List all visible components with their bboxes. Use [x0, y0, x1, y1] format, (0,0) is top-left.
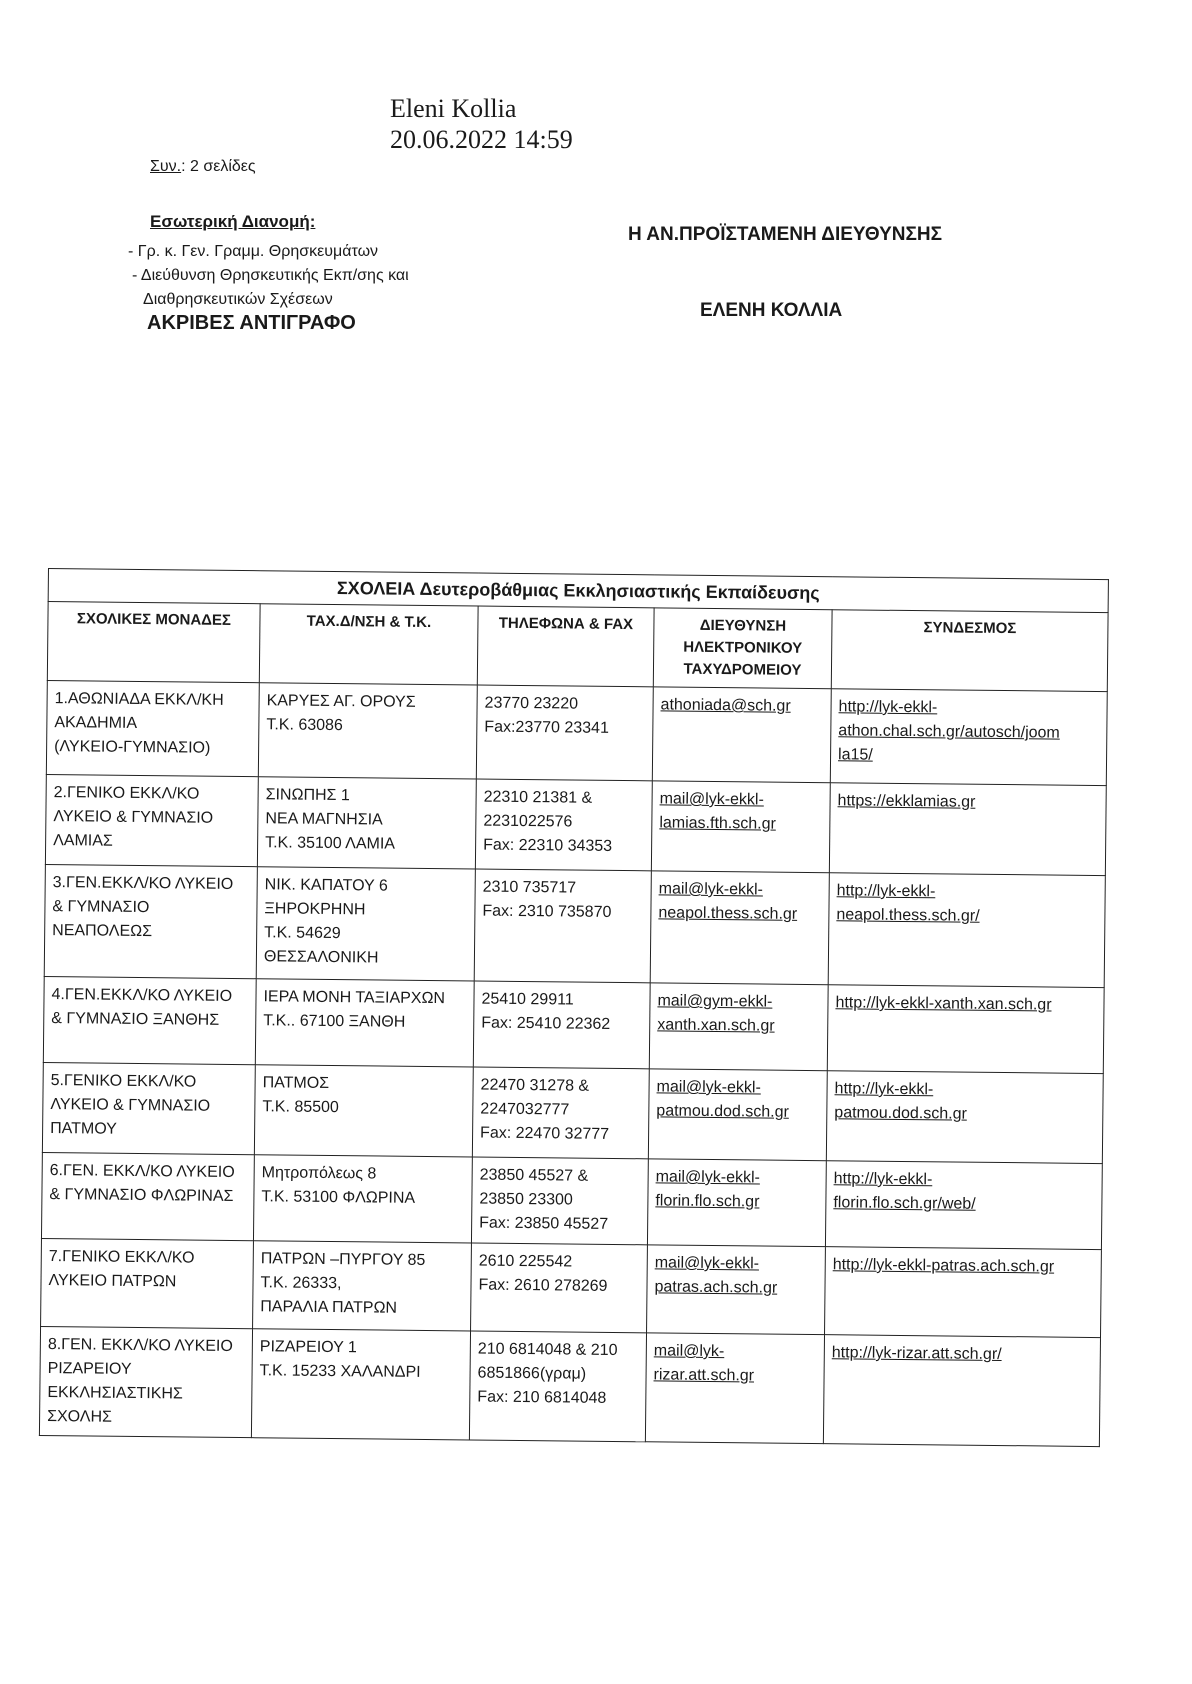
phone-line: 23770 23220 — [484, 694, 579, 713]
link-line[interactable]: florin.flo.sch.gr/web/ — [833, 1194, 976, 1213]
school-cell — [41, 1152, 254, 1240]
email-line[interactable]: mail@gym-ekkl- — [657, 992, 773, 1011]
table-header-row — [47, 602, 1108, 692]
email-line[interactable]: xanth.xan.sch.gr — [657, 1016, 775, 1035]
phones-cell — [475, 779, 652, 871]
address-line: ΝΙΚ. ΚΑΠΑΤΟΥ 6 — [264, 876, 388, 895]
link-line[interactable]: https://ekklamias.gr — [837, 792, 976, 811]
email-line[interactable]: florin.flo.sch.gr — [655, 1192, 760, 1211]
address-line: Τ.Κ. 63086 — [266, 716, 343, 735]
address-cell — [253, 1155, 472, 1243]
link-line[interactable]: http://lyk-ekkl- — [833, 1170, 933, 1189]
school-line: 8.ΓΕΝ. ΕΚΚΛ/ΚΟ ΛΥΚΕΙΟ — [47, 1336, 233, 1355]
email-cell[interactable] — [647, 1159, 826, 1247]
school-line: ΑΚΑΔΗΜΙΑ — [54, 714, 138, 732]
email-cell[interactable] — [651, 781, 830, 873]
table-row — [44, 864, 1105, 987]
signatory-name: ΕΛΕΝΗ ΚΟΛΛΙΑ — [700, 300, 843, 321]
school-cell — [42, 1062, 255, 1154]
email-line[interactable]: mail@lyk-ekkl- — [659, 790, 764, 809]
address-line: Τ.Κ. 54629 — [264, 924, 341, 943]
school-line: & ΓΥΜΝΑΣΙΟ ΦΛΩΡΙΝΑΣ — [49, 1186, 234, 1205]
column-header: ΣΧΟΛΙΚΕΣ ΜΟΝΑΔΕΣ — [47, 602, 260, 683]
email-cell[interactable] — [645, 1333, 824, 1444]
phone-line: 2231022576 — [483, 812, 573, 831]
link-line[interactable]: http://lyk-rizar.att.sch.gr/ — [831, 1344, 1002, 1364]
distribution-title: Εσωτερική Διανομή: — [150, 212, 316, 231]
school-cell — [46, 680, 259, 776]
email-line[interactable]: mail@lyk-ekkl- — [654, 1254, 760, 1273]
table-row — [43, 976, 1104, 1073]
attachments-note — [150, 158, 256, 176]
signature-name: Eleni Kollia — [390, 94, 517, 123]
school-line: 3.ΓΕΝ.ΕΚΚΛ/ΚΟ ΛΥΚΕΙΟ — [52, 874, 234, 893]
link-cell[interactable] — [830, 689, 1107, 786]
schools-table — [39, 568, 1109, 1447]
address-line: ΙΕΡΑ ΜΟΝΗ ΤΑΞΙΑΡΧΩΝ — [263, 988, 446, 1008]
link-cell[interactable] — [829, 783, 1106, 876]
link-line[interactable]: la15/ — [837, 746, 873, 764]
address-line: ΠΑΡΑΛΙΑ ΠΑΤΡΩΝ — [260, 1298, 398, 1317]
phone-line: Fax: 23850 45527 — [479, 1214, 609, 1233]
address-cell — [256, 867, 475, 981]
email-line[interactable]: mail@lyk-ekkl- — [658, 880, 764, 899]
link-line[interactable]: neapol.thess.sch.gr/ — [836, 906, 980, 925]
phones-cell — [471, 1157, 648, 1245]
address-cell — [251, 1329, 470, 1440]
distribution-line: Διαθρησκευτικών Σχέσεων — [143, 291, 333, 308]
phones-cell — [476, 685, 653, 781]
address-line: Τ.Κ. 35100 ΛΑΜΙΑ — [265, 834, 396, 853]
address-cell — [253, 1241, 472, 1331]
email-line[interactable]: neapol.thess.sch.gr — [658, 904, 798, 923]
phones-cell — [469, 1331, 646, 1442]
link-cell[interactable] — [825, 1161, 1102, 1250]
email-line[interactable]: athoniada@sch.gr — [660, 696, 791, 715]
phone-line: 6851866(γραμ) — [477, 1364, 587, 1383]
table-row — [41, 1238, 1102, 1337]
link-cell[interactable] — [827, 985, 1104, 1074]
phone-line: 23850 23300 — [479, 1190, 573, 1209]
table-caption: ΣΧΟΛΕΙΑ Δευτεροβάθμιας Εκκλησιαστικής Εκπαίδευσης — [48, 569, 1108, 613]
email-cell[interactable] — [647, 1245, 826, 1335]
phone-line: Fax: 22470 32777 — [480, 1124, 610, 1143]
phone-line: Fax: 210 6814048 — [477, 1388, 607, 1407]
email-line[interactable]: rizar.att.sch.gr — [653, 1366, 755, 1385]
school-line: 6.ΓΕΝ. ΕΚΚΛ/ΚΟ ΛΥΚΕΙΟ — [49, 1162, 235, 1181]
link-line[interactable]: http://lyk-ekkl-xanth.xan.sch.gr — [835, 994, 1052, 1014]
school-line: ΛΥΚΕΙΟ & ΓΥΜΝΑΣΙΟ — [53, 808, 214, 827]
school-line: & ΓΥΜΝΑΣΙΟ ΞΑΝΘΗΣ — [51, 1010, 220, 1029]
email-line[interactable]: lamias.fth.sch.gr — [659, 814, 776, 833]
link-line[interactable]: patmou.dod.sch.gr — [834, 1104, 967, 1123]
signatory-role: Η ΑΝ.ΠΡΟΪΣΤΑΜΕΝΗ ΔΙΕΥΘΥΝΣΗΣ — [628, 224, 943, 245]
link-line[interactable]: athon.chal.sch.gr/autosch/joom — [838, 722, 1060, 742]
phones-cell — [474, 869, 651, 983]
email-line[interactable]: mail@lyk-ekkl- — [656, 1078, 761, 1097]
school-line: ΛΑΜΙΑΣ — [53, 832, 113, 850]
school-cell — [41, 1238, 254, 1328]
link-line[interactable]: http://lyk-ekkl- — [838, 698, 938, 717]
address-line: ΝΕΑ ΜΑΓΝΗΣΙΑ — [265, 810, 383, 829]
school-line: 1.ΑΘΩΝΙΑΔΑ ΕΚΚΛ/ΚΗ — [54, 690, 224, 709]
address-line: ΘΕΣΣΑΛΟΝΙΚΗ — [263, 948, 379, 967]
school-line: (ΛΥΚΕΙΟ-ΓΥΜΝΑΣΙΟ) — [54, 738, 211, 757]
table-row — [46, 680, 1107, 785]
table-row — [42, 1062, 1103, 1163]
address-line: ΣΙΝΩΠΗΣ 1 — [265, 786, 350, 805]
phone-line: Fax: 2610 278269 — [478, 1276, 608, 1295]
column-header: ΤΑΧ.Δ/ΝΣΗ & Τ.Κ. — [259, 604, 478, 685]
phone-line: 2310 735717 — [482, 878, 577, 897]
school-line: ΝΕΑΠΟΛΕΩΣ — [52, 922, 153, 941]
distribution-line: - Διεύθυνση Θρησκευτικής Εκπ/σης και — [132, 267, 409, 284]
table-row — [41, 1152, 1102, 1249]
address-line: Τ.Κ. 85500 — [262, 1098, 339, 1117]
address-line: ΠΑΤΡΩΝ –ΠΥΡΓΟΥ 85 — [260, 1250, 426, 1269]
address-line: ΠΑΤΜΟΣ — [262, 1074, 330, 1092]
address-line: Τ.Κ. 26333, — [260, 1274, 342, 1293]
address-line: Τ.Κ.. 67100 ΞΑΝΘΗ — [263, 1012, 406, 1031]
school-line: ΛΥΚΕΙΟ & ΓΥΜΝΑΣΙΟ — [50, 1096, 211, 1115]
column-header: ΔΙΕΥΘΥΝΣΗ ΗΛΕΚΤΡΟΝΙΚΟΥ ΤΑΧΥΔΡΟΜΕΙΟΥ — [653, 608, 832, 689]
email-cell[interactable] — [648, 1069, 827, 1161]
phone-line: 2610 225542 — [478, 1252, 573, 1271]
link-line[interactable]: http://lyk-ekkl- — [834, 1080, 934, 1099]
table-row — [39, 1326, 1100, 1446]
phone-line: 23850 45527 & — [479, 1166, 589, 1185]
email-cell[interactable] — [652, 687, 831, 783]
school-line: 4.ΓΕΝ.ΕΚΚΛ/ΚΟ ΛΥΚΕΙΟ — [51, 986, 233, 1005]
phones-cell — [471, 1243, 648, 1333]
link-cell[interactable] — [828, 873, 1105, 988]
phone-line: 25410 29911 — [481, 990, 574, 1009]
school-cell — [43, 976, 256, 1064]
school-line: 7.ΓΕΝΙΚΟ ΕΚΚΛ/ΚΟ — [48, 1248, 195, 1267]
email-line[interactable]: patras.ach.sch.gr — [654, 1278, 778, 1297]
column-header: ΤΗΛΕΦΩΝΑ & FAX — [477, 606, 654, 687]
phone-line: 22310 21381 & — [483, 788, 593, 807]
school-line: 2.ΓΕΝΙΚΟ ΕΚΚΛ/ΚΟ — [53, 784, 200, 803]
school-line: ΡΙΖΑΡΕΙΟΥ — [47, 1360, 132, 1378]
address-line: Τ.Κ. 53100 ΦΛΩΡΙΝΑ — [261, 1188, 416, 1207]
address-cell — [255, 979, 474, 1067]
phone-line: Fax: 2310 735870 — [482, 902, 612, 921]
address-cell — [257, 777, 476, 869]
link-cell[interactable] — [823, 1335, 1100, 1447]
address-line: ΡΙΖΑΡΕΙΟΥ 1 — [259, 1338, 357, 1357]
address-line: Μητροπόλεως 8 — [261, 1164, 377, 1183]
school-line: ΛΥΚΕΙΟ ΠΑΤΡΩΝ — [48, 1272, 177, 1291]
phones-cell — [473, 981, 650, 1069]
email-cell[interactable] — [649, 983, 828, 1071]
phone-line: 210 6814048 & 210 — [477, 1340, 618, 1360]
email-cell[interactable] — [650, 871, 829, 985]
address-line: Τ.Κ. 15233 ΧΑΛΑΝΔΡΙ — [259, 1362, 421, 1381]
phone-line: Fax:23770 23341 — [484, 718, 609, 737]
phones-cell — [472, 1067, 649, 1159]
email-line[interactable]: mail@lyk-ekkl- — [655, 1168, 760, 1187]
link-line[interactable]: http://lyk-ekkl-patras.ach.sch.gr — [832, 1256, 1055, 1276]
link-cell[interactable] — [826, 1071, 1103, 1164]
phone-line: 22470 31278 & — [480, 1076, 590, 1095]
school-cell — [39, 1326, 252, 1437]
phone-line: 2247032777 — [480, 1100, 570, 1119]
link-line[interactable]: http://lyk-ekkl- — [836, 882, 936, 901]
phone-line: Fax: 22310 34353 — [483, 836, 613, 855]
school-cell — [45, 774, 258, 866]
distribution-line: - Γρ. κ. Γεν. Γραμμ. Θρησκευμάτων — [128, 243, 379, 260]
address-line: ΞΗΡΟΚΡΗΝΗ — [264, 900, 366, 919]
address-cell — [258, 683, 477, 779]
school-cell — [44, 864, 257, 978]
school-line: & ΓΥΜΝΑΣΙΟ — [52, 898, 150, 917]
link-cell[interactable] — [825, 1247, 1102, 1338]
table-row — [45, 774, 1106, 875]
address-line: ΚΑΡΥΕΣ ΑΓ. ΟΡΟΥΣ — [266, 692, 416, 711]
address-cell — [254, 1065, 473, 1157]
attachments-value: : 2 σελίδες — [181, 158, 256, 175]
school-line: ΣΧΟΛΗΣ — [47, 1408, 113, 1426]
school-line: ΕΚΚΛΗΣΙΑΣΤΙΚΗΣ — [47, 1384, 183, 1403]
accurate-copy-stamp: ΑΚΡΙΒΕΣ ΑΝΤΙΓΡΑΦΟ — [147, 312, 356, 334]
email-line[interactable]: patmou.dod.sch.gr — [656, 1102, 789, 1121]
phone-line: Fax: 25410 22362 — [481, 1014, 611, 1033]
email-line[interactable]: mail@lyk- — [653, 1342, 725, 1361]
school-line: ΠΑΤΜΟΥ — [50, 1120, 117, 1138]
school-line: 5.ΓΕΝΙΚΟ ΕΚΚΛ/ΚΟ — [50, 1072, 197, 1091]
column-header: ΣΥΝΔΕΣΜΟΣ — [831, 610, 1108, 692]
signature-datetime: 20.06.2022 14:59 — [390, 125, 573, 154]
attachments-label: Συν. — [150, 158, 182, 175]
